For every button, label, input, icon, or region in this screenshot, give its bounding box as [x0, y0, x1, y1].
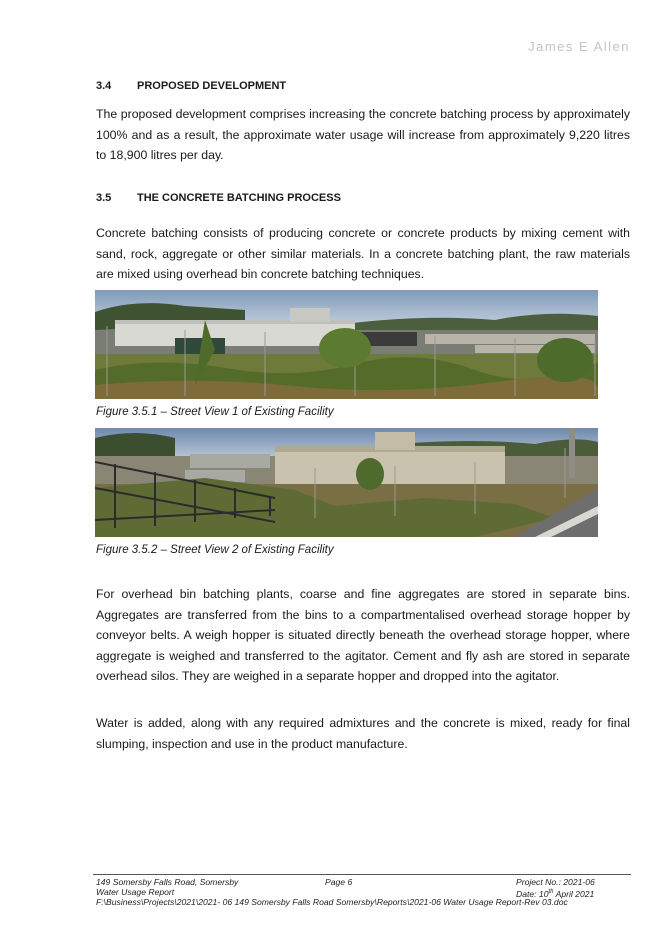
section-title: PROPOSED DEVELOPMENT — [137, 80, 287, 92]
section-3-5-body: Concrete batching consists of producing concrete or concrete products by mixing cement with sand, rock, aggregate or other similar materials. In a concrete batching plant, the raw materials are mixed using overhead bin concrete batching techniques. — [96, 226, 630, 281]
footer-report: Water Usage Report — [96, 887, 175, 897]
footer-date-sup: th — [548, 889, 554, 895]
footer-project: Project No.: 2021-06 — [516, 877, 595, 887]
street-view-photo-2 — [95, 428, 598, 537]
section-heading-3-5 — [96, 192, 341, 204]
footer-date-prefix: Date: 10 — [516, 888, 549, 899]
figure-caption-2: Figure 3.5.2 – Street View 2 of Existing Facility — [96, 544, 334, 556]
section-title: THE CONCRETE BATCHING PROCESS — [137, 192, 341, 204]
footer-date-suffix: April 2021 — [553, 888, 595, 899]
footer-left — [96, 877, 238, 897]
footer-right — [516, 877, 595, 899]
footer-address: 149 Somersby Falls Road, Somersby — [96, 877, 239, 887]
figure-caption-1: Figure 3.5.1 – Street View 1 of Existing Facility — [96, 406, 334, 418]
water-paragraph: Water is added, along with any required admixtures and the concrete is mixed, ready for final slumping, inspection and use in the product manufacture. — [96, 716, 630, 751]
footer-page: Page 6 — [325, 877, 353, 887]
street-view-photo-1 — [95, 290, 598, 399]
batching-paragraph: For overhead bin batching plants, coarse and fine aggregates are stored in separate bins. Aggregates are transferred from the bins to a compartmentalised overhead storage hopper by conveyor belts. A weigh hopper is situated directly beneath the overhead storage hopper, where aggregate is weighed and transferred to the agitator. Cement and fly ash are stored in separate overhead silos. They are weighed in a separate hopper and dropped into the agitator. — [96, 587, 630, 683]
section-number: 3.4 — [96, 80, 112, 92]
section-3-4-body: The proposed development comprises increasing the concrete batching process by approximately 100% and as a result, the approximate water usage will increase from approximately 9,220 litres to 18,900 litres per day. — [96, 107, 630, 162]
footer-file-path: F:\Business\Projects\2021\2021- 06 149 Somersby Falls Road Somersby\Reports\2021-06 Water Usage Report-Rev 03.doc — [96, 897, 568, 907]
footer-divider — [93, 874, 631, 875]
section-heading-3-4 — [96, 80, 286, 92]
company-logo: James E Allen — [528, 39, 630, 54]
section-number: 3.5 — [96, 192, 112, 204]
